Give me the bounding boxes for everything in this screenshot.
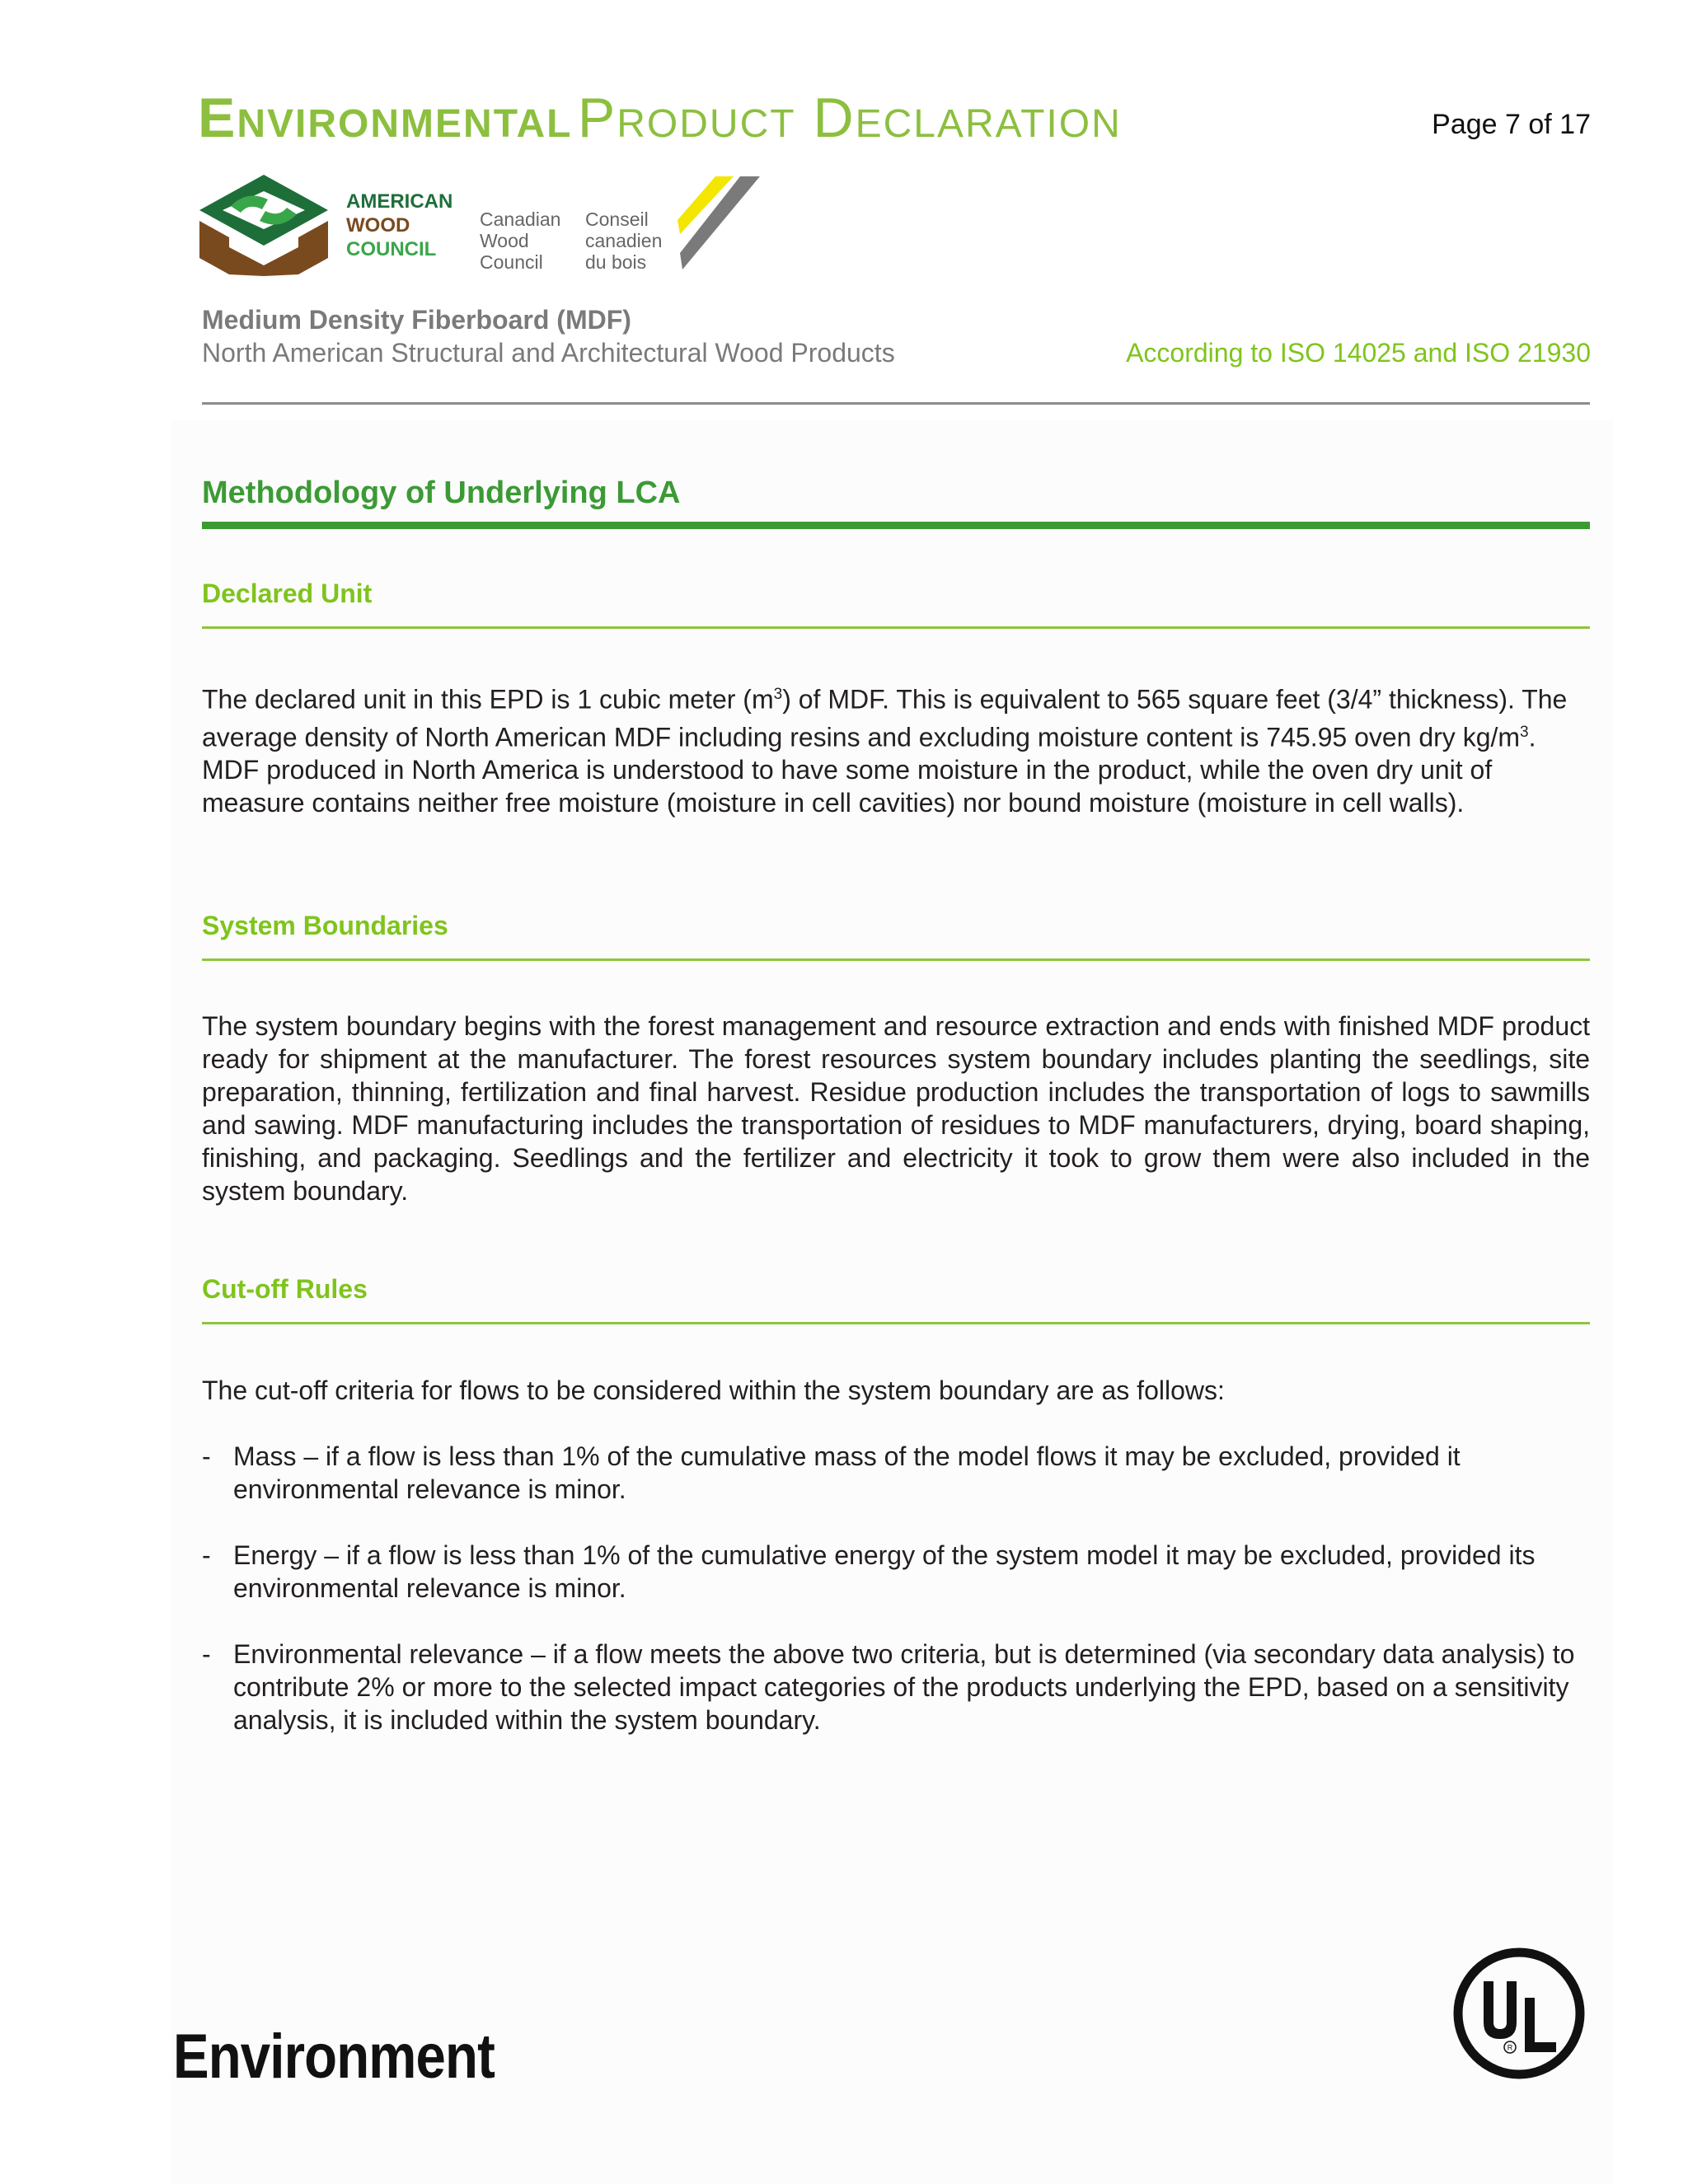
cutoff-rule-item	[202, 1440, 1590, 1506]
cwc-fr-line-2: canadien	[585, 230, 663, 251]
cwc-en-line-1: Canadian	[480, 209, 561, 230]
declared-unit-text	[202, 678, 1590, 819]
awc-line-2: WOOD	[346, 214, 410, 237]
document-title-rest: Product Declaration	[577, 87, 1122, 149]
system-boundaries-text: The system boundary begins with the forest management and resource extraction and ends with finished MDF product ready for shipment at the manufacturer. The forest resources system boundary includes planting the seedlings, site preparation, thinning, fertilization and final harvest. Residue production includes the transportation of logs to sawmills and sawing. MDF manufacturing includes the transportation of residues to MDF manufacturers, drying, board shaping, finishing, and packaging. Seedlings and the fertilizer and electricity it took to grow them were also included in the system boundary.	[202, 1011, 1590, 1206]
product-name: Medium Density Fiberboard (MDF)	[202, 305, 631, 335]
declared-unit-text-b: ) of MDF. This is equivalent to 565 square feet (3/4” thickness). The average density of North American MDF including resins and excluding moisture content is 745.95 oven dry kg/m	[202, 684, 1568, 752]
cwc-french-name	[585, 209, 662, 273]
cwc-english-name	[480, 209, 560, 273]
cutoff-rules-intro: The cut-off criteria for flows to be considered within the system boundary are as follows:	[202, 1376, 1225, 1405]
environment-wordmark: Environment	[173, 2022, 495, 2092]
cutoff-rules-heading: Cut-off Rules	[202, 1274, 368, 1304]
cutoff-rule-item	[202, 1539, 1590, 1605]
bullet-dash: -	[202, 1441, 211, 1471]
declared-unit-text-a: The declared unit in this EPD is 1 cubic meter (m	[202, 684, 774, 715]
declared-unit-heading: Declared Unit	[202, 579, 373, 608]
cutoff-rule-item	[202, 1638, 1590, 1736]
bullet-dash: -	[202, 1639, 211, 1669]
document-title-bold: Environmental	[198, 87, 573, 149]
bullet-dash: -	[202, 1540, 211, 1570]
product-category: North American Structural and Architectural Wood Products	[202, 338, 895, 368]
cwc-fr-line-1: Conseil	[585, 209, 649, 230]
awc-line-1: AMERICAN	[346, 190, 453, 213]
cutoff-rules-divider	[202, 1322, 1590, 1324]
awc-line-3: COUNCIL	[346, 238, 437, 260]
american-wood-council-logo	[198, 173, 330, 276]
cwc-fr-line-3: du bois	[585, 251, 647, 273]
svg-text:R: R	[1507, 2043, 1513, 2052]
section-title: Methodology of Underlying LCA	[202, 476, 681, 510]
superscript-3: 3	[773, 686, 783, 703]
cutoff-rule-text: Environmental relevance – if a flow meets the above two criteria, but is determined (via secondary data analysis) to contribute 2% or more to the selected impact categories of the products underlying the EPD, based on a sensitivity analysis, it is included within the system boundary.	[233, 1639, 1575, 1735]
superscript-3: 3	[1520, 723, 1529, 741]
awc-wordmark	[346, 190, 452, 261]
cwc-en-line-3: Council	[480, 251, 543, 273]
iso-standard-note: According to ISO 14025 and ISO 21930	[1126, 338, 1591, 368]
section-divider	[202, 522, 1590, 529]
system-boundaries-heading: System Boundaries	[202, 911, 448, 940]
cutoff-rule-text: Energy – if a flow is less than 1% of the cumulative energy of the system model it may be excluded, provided its environmental relevance is minor.	[233, 1540, 1536, 1603]
header-divider	[202, 402, 1590, 405]
canadian-wood-council-logo	[676, 175, 762, 269]
system-boundaries-divider	[202, 958, 1590, 961]
declared-unit-text-c: . MDF produced in North America is understood to have some moisture in the product, while the oven dry unit of measure contains neither free moisture (moisture in cell cavities) nor bound moisture (moisture in cell walls).	[202, 722, 1536, 818]
declared-unit-divider	[202, 626, 1590, 629]
page-number: Page 7 of 17	[1432, 109, 1591, 140]
cutoff-rule-text: Mass – if a flow is less than 1% of the cumulative mass of the model flows it may be excluded, provided it environmental relevance is minor.	[233, 1441, 1461, 1504]
document-title	[198, 89, 1122, 162]
cwc-en-line-2: Wood	[480, 230, 529, 251]
ul-logo	[1452, 1947, 1586, 2080]
